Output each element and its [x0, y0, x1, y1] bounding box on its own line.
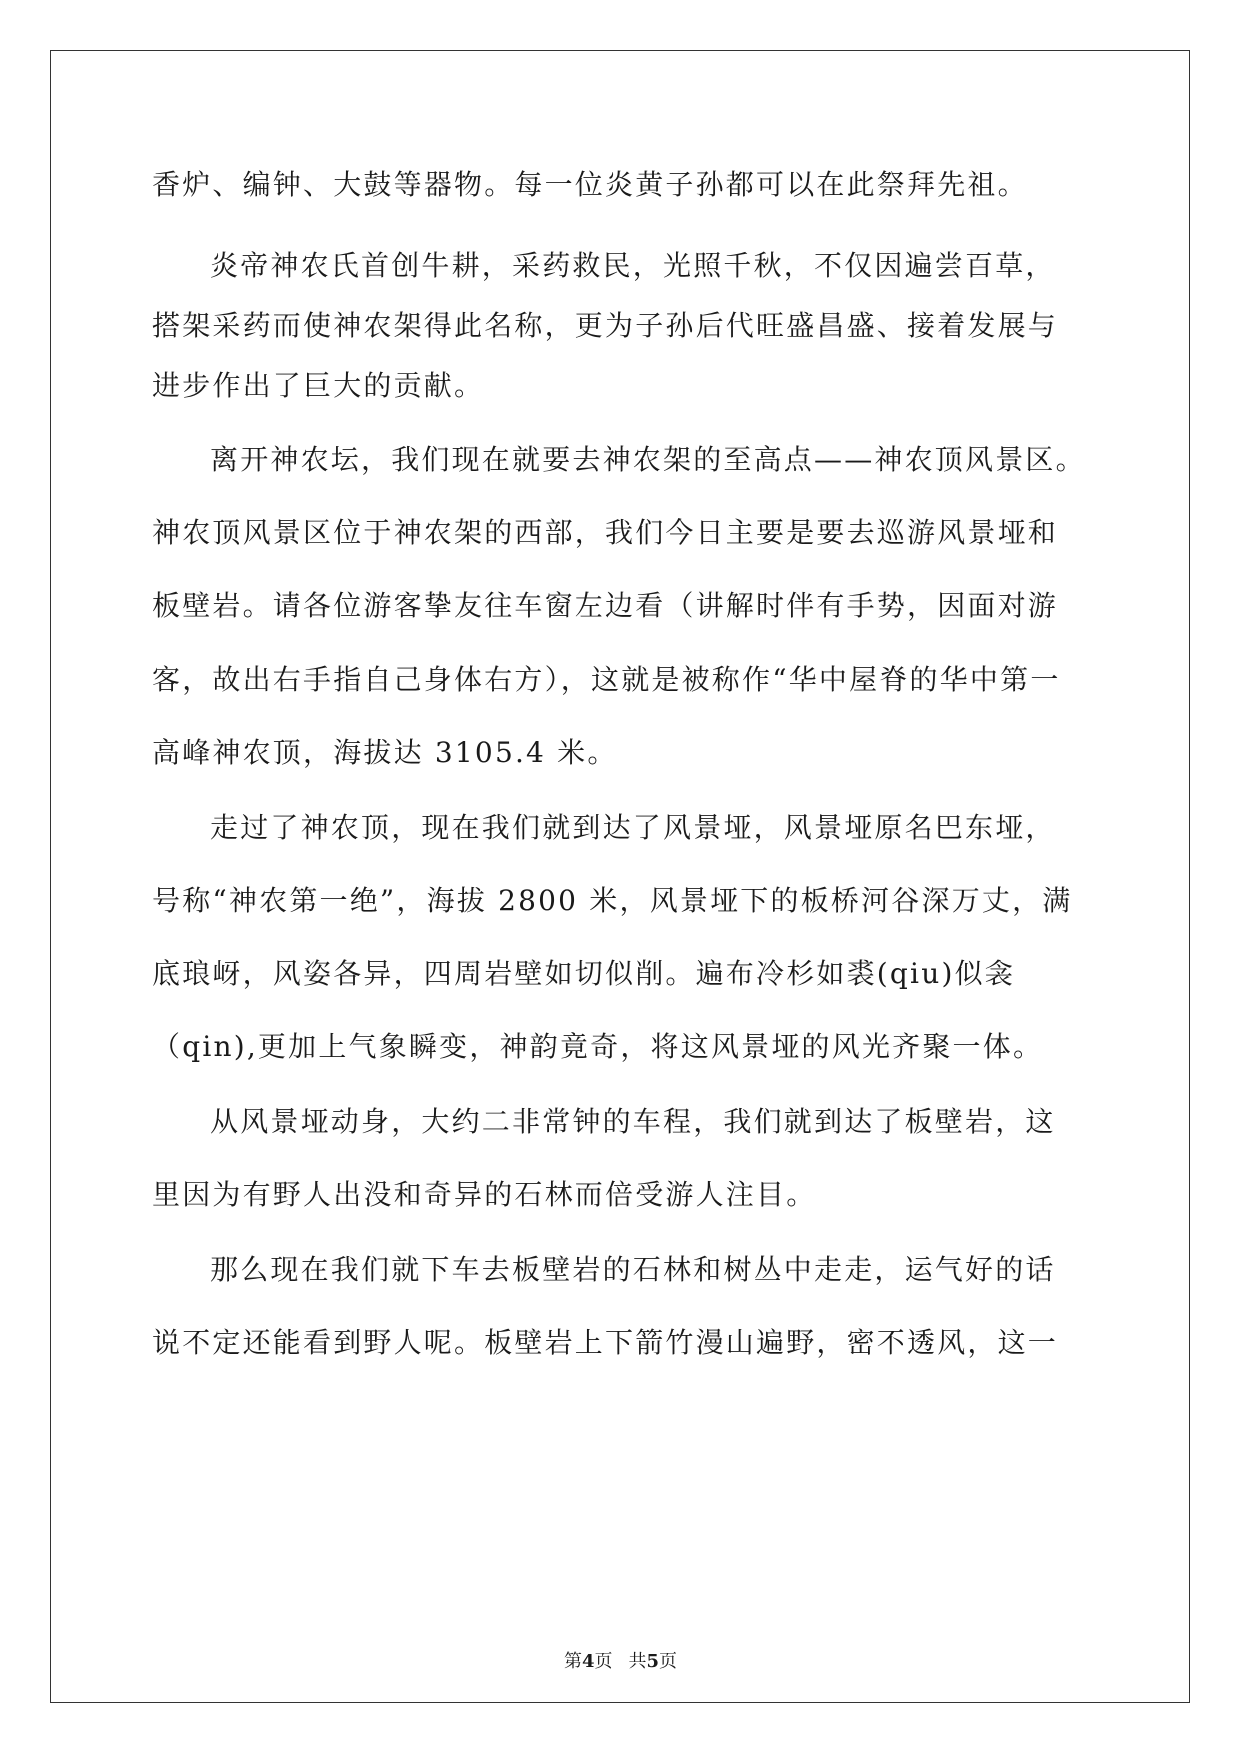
footer-total-prefix: 共: [628, 1651, 647, 1672]
text-line: 里因为有野人出没和奇异的石林而倍受游人注目。: [152, 1178, 817, 1211]
text-line: 从风景垭动身，大约二非常钟的车程，我们就到达了板壁岩，这: [210, 1105, 1056, 1138]
page-number: 4: [581, 1651, 595, 1672]
text-line: 搭架采药而使神农架得此名称，更为子孙后代旺盛昌盛、接着发展与: [152, 309, 1059, 342]
text-line: 离开神农坛，我们现在就要去神农架的至高点——神农顶风景区。: [210, 443, 1086, 476]
page-border: [50, 50, 1190, 1703]
text-line: 高峰神农顶，海拔达 3105.4 米。: [152, 736, 618, 769]
text-line: 走过了神农顶，现在我们就到达了风景垭，风景垭原名巴东垭，: [210, 811, 1056, 844]
text-line: 香炉、编钟、大鼓等器物。每一位炎黄子孙都可以在此祭拜先祖。: [152, 168, 1028, 201]
text-line: 神农顶风景区位于神农架的西部，我们今日主要是要去巡游风景垭和: [152, 516, 1059, 549]
text-line: 那么现在我们就下车去板壁岩的石林和树丛中走走，运气好的话: [210, 1253, 1056, 1286]
text-line: 号称“神农第一绝”，海拔 2800 米，风景垭下的板桥河谷深万丈，满: [152, 884, 1073, 917]
text-line: 底琅岈，风姿各异，四周岩壁如切似削。遍布冷杉如裘(qiu)似衾: [152, 957, 1015, 990]
text-line: 客，故出右手指自己身体右方），这就是被称作“华中屋脊的华中第一: [152, 663, 1061, 696]
text-line: 板壁岩。请各位游客挚友往车窗左边看（讲解时伴有手势，因面对游: [152, 589, 1059, 622]
text-line: 说不定还能看到野人呢。板壁岩上下箭竹漫山遍野，密不透风，这一: [152, 1326, 1059, 1359]
page-footer: [0, 1650, 1241, 1674]
total-pages: 5: [646, 1651, 660, 1672]
text-line: 炎帝神农氏首创牛耕，采药救民，光照千秋，不仅因遍尝百草，: [210, 249, 1056, 282]
footer-page-unit: 页: [594, 1651, 613, 1672]
text-line: 进步作出了巨大的贡献。: [152, 369, 485, 402]
footer-prefix: 第: [563, 1651, 582, 1672]
text-line: （qin),更加上气象瞬变，神韵竟奇，将这风景垭的风光齐聚一体。: [152, 1030, 1044, 1063]
footer-total-unit: 页: [659, 1651, 678, 1672]
